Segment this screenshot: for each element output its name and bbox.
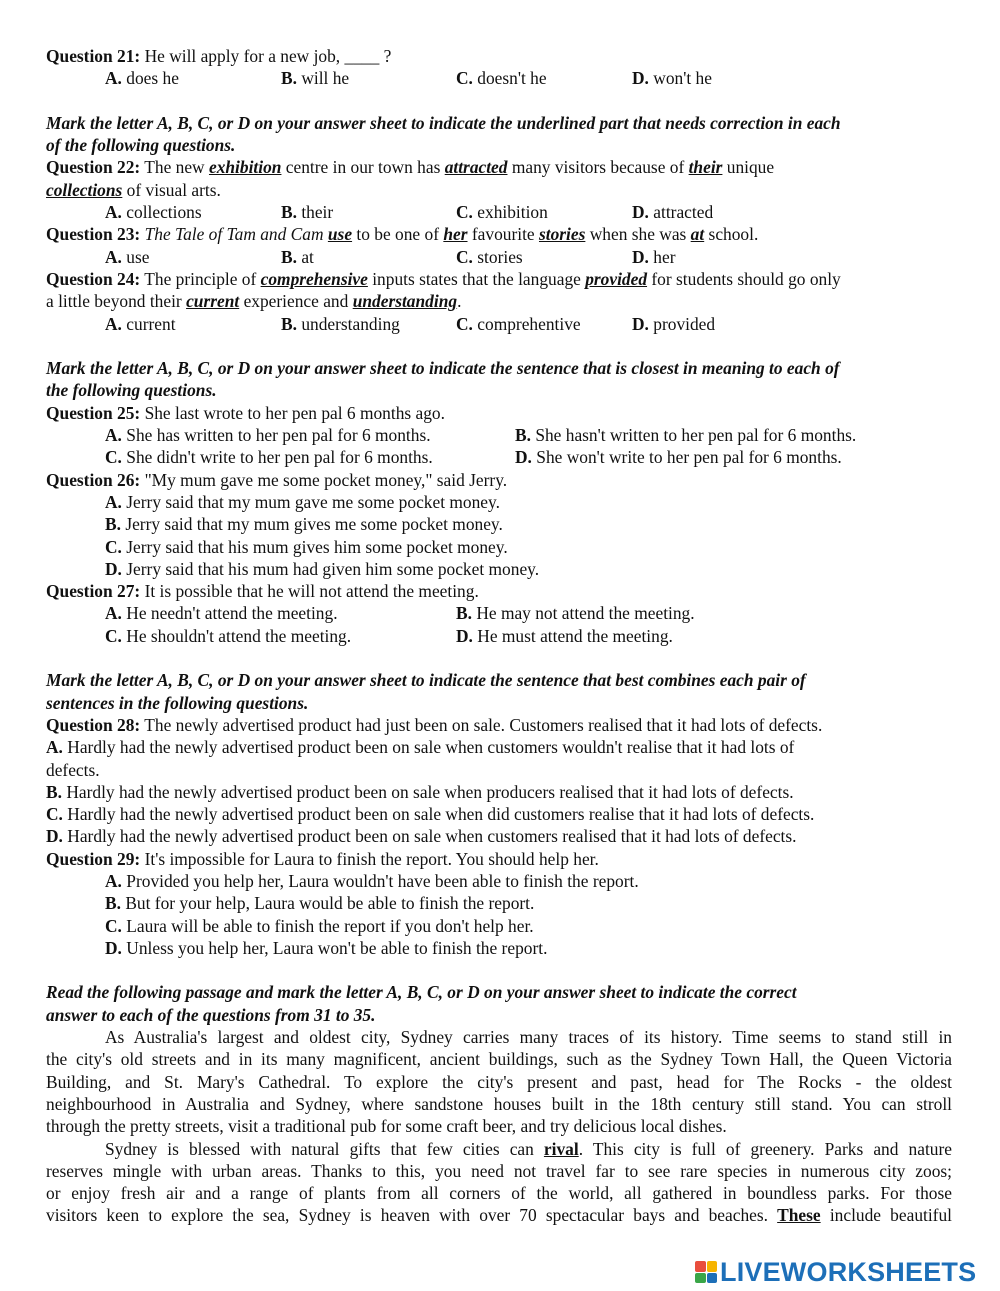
question-23-options	[46, 246, 952, 268]
passage-line: neighbourhood in Australia and Sydney, where sandstone houses built in the 18th century still stand. You can stroll	[46, 1093, 952, 1114]
question-22: Question 22: The new exhibition centre in our town has attracted many visitors because of their unique	[46, 157, 775, 178]
passage-line: Sydney is blessed with natural gifts that few cities can rival. This city is full of greenery. Parks and nature	[105, 1138, 952, 1159]
option-b[interactable]: B. will he	[281, 68, 350, 89]
option-d[interactable]: D. attracted	[632, 202, 714, 223]
passage-line: the city's old streets and in its many magnificent, ancient buildings, such as the Sydney Town Hall, the Queen Victoria	[46, 1049, 952, 1070]
logo-icon	[695, 1261, 717, 1283]
option-b[interactable]: B. Jerry said that my mum gives me some pocket money.	[105, 514, 503, 535]
question-25-options-row2	[46, 446, 952, 468]
option-c[interactable]: C. She didn't write to her pen pal for 6 months.	[105, 447, 433, 468]
question-27-options-row1	[46, 602, 952, 624]
option-b[interactable]: B. He may not attend the meeting.	[456, 603, 695, 624]
question-29: Question 29: It's impossible for Laura to finish the report. You should help her.	[46, 848, 599, 869]
option-c[interactable]: C. Laura will be able to finish the report if you don't help her.	[105, 915, 534, 936]
question-23: Question 23: The Tale of Tam and Cam use to be one of her favourite stories when she was at school.	[46, 224, 759, 245]
option-a[interactable]: A. does he	[105, 68, 179, 89]
question-27-options-row2	[46, 625, 952, 647]
instruction-sentence-combination: Mark the letter A, B, C, or D on your answer sheet to indicate the sentence that best combines each pair of	[46, 670, 806, 691]
option-a[interactable]: A. Hardly had the newly advertised product been on sale when customers wouldn't realise that it had lots of	[46, 737, 795, 758]
option-d[interactable]: D. Jerry said that his mum had given him some pocket money.	[105, 558, 540, 579]
question-24-cont: a little beyond their current experience and understanding.	[46, 291, 462, 312]
passage-line: visitors keen to explore the sea, Sydney is heaven with over 70 spectacular bays and beaches. These include beautiful	[46, 1205, 952, 1226]
option-d[interactable]: D. He must attend the meeting.	[456, 625, 673, 646]
option-b[interactable]: B. at	[281, 246, 314, 267]
option-b[interactable]: B. Hardly had the newly advertised product been on sale when producers realised that it had lots of defects.	[46, 781, 794, 802]
question-22-options	[46, 201, 952, 223]
option-d[interactable]: D. Hardly had the newly advertised product been on sale when customers realised that it had lots of defects.	[46, 826, 797, 847]
question-25-options-row1	[46, 424, 952, 446]
question-21: Question 21: He will apply for a new job, ____ ?	[46, 46, 392, 66]
option-d[interactable]: D. Unless you help her, Laura won't be able to finish the report.	[105, 937, 548, 958]
option-b[interactable]: B. But for your help, Laura would be able to finish the report.	[105, 893, 535, 914]
passage-line: through the pretty streets, visit a traditional pub for some craft beer, and try delicious local dishes.	[46, 1116, 727, 1137]
option-d[interactable]: D. provided	[632, 313, 716, 334]
question-24: Question 24: The principle of comprehensive inputs states that the language provided for students should go only	[46, 268, 841, 289]
option-b[interactable]: B. their	[281, 202, 334, 223]
option-c[interactable]: C. exhibition	[456, 202, 548, 223]
option-c[interactable]: C. He shouldn't attend the meeting.	[105, 625, 352, 646]
option-b[interactable]: B. She hasn't written to her pen pal for 6 months.	[515, 425, 857, 446]
question-28: Question 28: The newly advertised product had just been on sale. Customers realised that it had lots of defects.	[46, 714, 823, 735]
option-b[interactable]: B. understanding	[281, 313, 400, 334]
option-a[interactable]: A. Provided you help her, Laura wouldn't have been able to finish the report.	[105, 870, 639, 891]
option-a[interactable]: A. She has written to her pen pal for 6 months.	[105, 425, 431, 446]
option-a[interactable]: A. He needn't attend the meeting.	[105, 603, 338, 624]
worksheet-page	[46, 45, 952, 1227]
option-c[interactable]: C. Hardly had the newly advertised product been on sale when did customers realise that it had lots of defects.	[46, 804, 815, 825]
question-24-options	[46, 313, 952, 335]
question-21-options	[46, 67, 952, 89]
option-a[interactable]: A. current	[105, 313, 176, 334]
option-a[interactable]: A. collections	[105, 202, 202, 223]
instruction-closest-meaning: Mark the letter A, B, C, or D on your answer sheet to indicate the sentence that is closest in meaning to each of	[46, 358, 840, 379]
option-c[interactable]: C. comprehentive	[456, 313, 581, 334]
instruction-reading: Read the following passage and mark the letter A, B, C, or D on your answer sheet to indicate the correct	[46, 982, 797, 1003]
liveworksheets-logo	[695, 1257, 995, 1287]
underlined-word-these: These	[777, 1205, 821, 1226]
instruction-error-identification: Mark the letter A, B, C, or D on your answer sheet to indicate the underlined part that needs correction in each	[46, 112, 841, 133]
reading-passage	[46, 1026, 952, 1227]
passage-line: reserves mingle with urban areas. Thanks to this, you need not travel far to see rare species in numerous city zoos;	[46, 1160, 952, 1181]
passage-line: Building, and St. Mary's Cathedral. To explore the city's present and past, head for The Rocks - the oldest	[46, 1071, 952, 1092]
underlined-word-rival: rival	[543, 1138, 579, 1159]
option-a-cont: defects.	[46, 759, 100, 780]
option-a[interactable]: A. Jerry said that my mum gave me some pocket money.	[105, 491, 500, 512]
option-d[interactable]: D. She won't write to her pen pal for 6 months.	[515, 447, 842, 468]
instruction-closest-meaning-cont: the following questions.	[46, 380, 217, 401]
question-22-cont: collections of visual arts.	[46, 179, 221, 200]
passage-line: As Australia's largest and oldest city, Sydney carries many traces of its history. Time seems to stand still in	[105, 1027, 952, 1048]
option-c[interactable]: C. doesn't he	[456, 68, 547, 89]
option-d[interactable]: D. won't he	[632, 68, 712, 89]
question-27: Question 27: It is possible that he will not attend the meeting.	[46, 581, 479, 602]
question-26: Question 26: "My mum gave me some pocket money," said Jerry.	[46, 469, 508, 490]
brand-name: LIVEWORKSHEETS	[720, 1256, 977, 1287]
passage-line: or enjoy fresh air and a range of plants from all corners of the world, all gathered in boundless parks. For those	[46, 1183, 952, 1204]
option-c[interactable]: C. Jerry said that his mum gives him some pocket money.	[105, 536, 508, 557]
option-a[interactable]: A. use	[105, 246, 150, 267]
option-d[interactable]: D. her	[632, 246, 676, 267]
option-c[interactable]: C. stories	[456, 246, 523, 267]
instruction-error-identification-cont: of the following questions.	[46, 135, 236, 156]
question-25: Question 25: She last wrote to her pen pal 6 months ago.	[46, 402, 445, 423]
instruction-sentence-combination-cont: sentences in the following questions.	[46, 692, 309, 713]
instruction-reading-cont: answer to each of the questions from 31 to 35.	[46, 1004, 376, 1025]
